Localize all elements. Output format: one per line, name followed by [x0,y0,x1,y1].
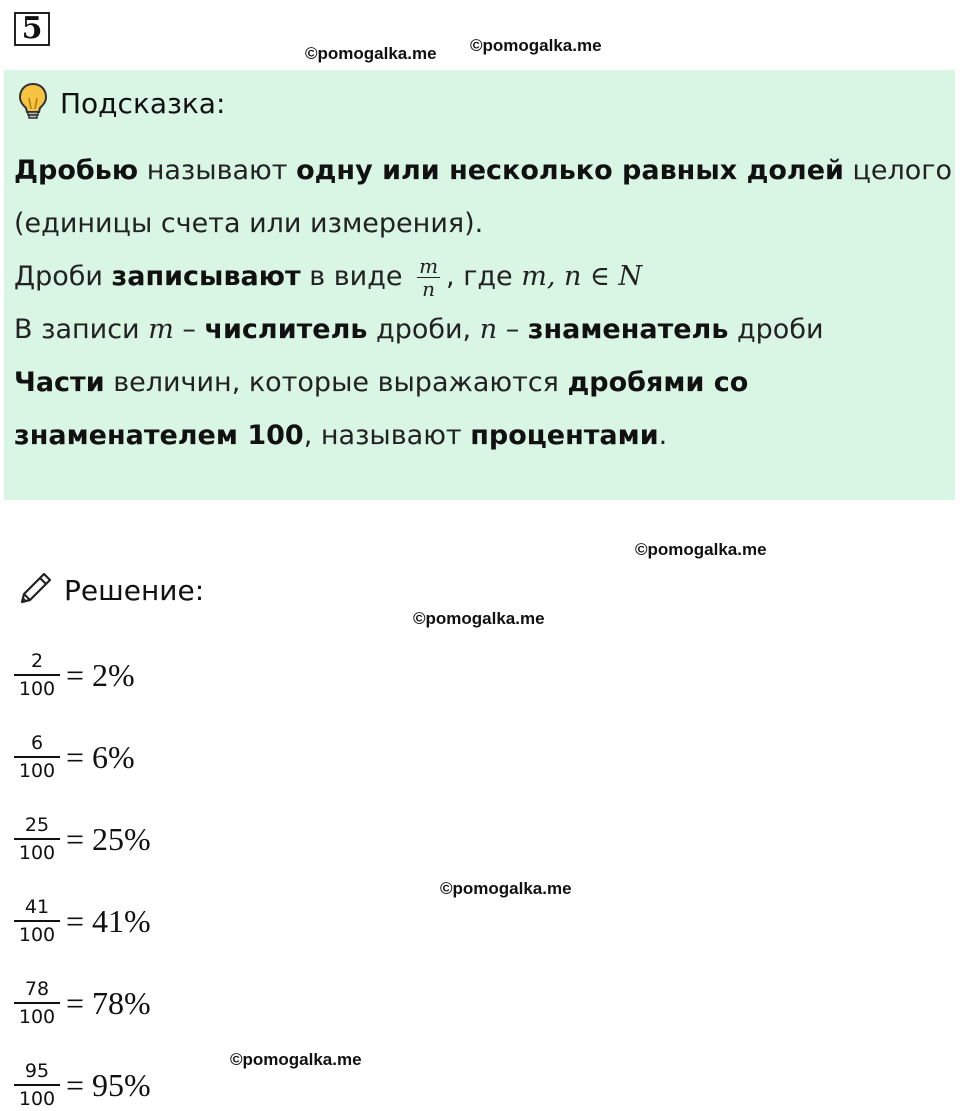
watermark: ©pomogalka.me [440,879,572,898]
hint-text: в виде [300,261,412,292]
equation [14,1044,151,1111]
equation-result: = 2% [66,656,135,693]
equations-list [14,634,151,1111]
hint-line-5 [14,356,944,409]
fraction-numerator: 95 [14,1058,60,1086]
hint-text: – [497,314,528,345]
equation [14,962,151,1044]
term-denominator-100: знаменателем 100 [14,420,304,451]
hint-text: . [658,420,668,451]
hint-line-3 [14,250,944,303]
term-written: записывают [111,261,301,292]
hint-text: , где [446,261,522,292]
hint-text: Дроби [14,261,112,292]
hint-text: целого [843,155,952,186]
fraction [14,894,60,948]
hint-text: величин, которые выражаются [104,367,568,398]
fraction [14,648,60,702]
term-parts: Части [14,367,105,398]
term-percents: процентами [470,420,659,451]
equation [14,798,151,880]
hint-box [4,70,955,500]
hint-line-6 [14,409,944,462]
watermark: ©pomogalka.me [635,540,767,559]
term-denominator: знаменатель [527,314,729,345]
hint-title: Подсказка: [60,87,226,120]
fraction-denominator: 100 [18,678,56,700]
hint-text: – [173,314,205,345]
watermark: ©pomogalka.me [305,44,437,63]
term-numerator: числитель [204,314,368,345]
hint-text: называют [138,155,297,186]
inline-fraction [417,255,440,300]
fraction [14,1058,60,1111]
fraction-denominator: 100 [18,924,56,946]
math-expression: m, n ∈ N [521,261,643,292]
hint-text: дроби [728,314,824,345]
equation-result: = 25% [66,820,151,857]
solution-title: Решение: [64,574,205,607]
fraction-denominator: 100 [18,842,56,864]
pencil-icon [16,568,56,613]
fraction-denominator: 100 [18,760,56,782]
solution-header [16,568,204,613]
watermark: ©pomogalka.me [230,1050,362,1069]
equation-result: = 95% [66,1066,151,1103]
equation-result: = 78% [66,984,151,1021]
watermark: ©pomogalka.me [470,36,602,55]
task-number: 5 [14,12,50,46]
lightbulb-icon [18,82,48,125]
equation-result: = 6% [66,738,135,775]
math-m: m [148,314,174,345]
fraction-denominator: 100 [18,1006,56,1028]
fraction-numerator: 6 [14,730,60,758]
term-equal-parts: одну или несколько равных долей [296,155,844,186]
fraction-numerator: 78 [14,976,60,1004]
inline-fraction-numerator: m [419,254,439,278]
hint-line-4 [14,303,944,356]
fraction [14,730,60,784]
equation [14,880,151,962]
equation [14,634,151,716]
hint-body [14,144,952,462]
fraction [14,812,60,866]
hint-text: (единицы счета или измерения). [14,208,484,239]
fraction-denominator: 100 [18,1088,56,1110]
term-fraction: Дробью [14,155,139,186]
hint-header [18,82,225,125]
inline-fraction-denominator: n [422,277,435,301]
math-n: n [479,314,498,345]
hint-text: дроби, [367,314,480,345]
hint-line-2 [14,197,944,250]
term-fractions-with: дробями со [567,367,749,398]
equation-result: = 41% [66,902,151,939]
hint-line-1 [14,144,952,197]
fraction-numerator: 2 [14,648,60,676]
fraction [14,976,60,1030]
equation [14,716,151,798]
fraction-numerator: 25 [14,812,60,840]
hint-text: В записи [14,314,149,345]
fraction-numerator: 41 [14,894,60,922]
watermark: ©pomogalka.me [413,609,545,628]
hint-text: , называют [303,420,471,451]
